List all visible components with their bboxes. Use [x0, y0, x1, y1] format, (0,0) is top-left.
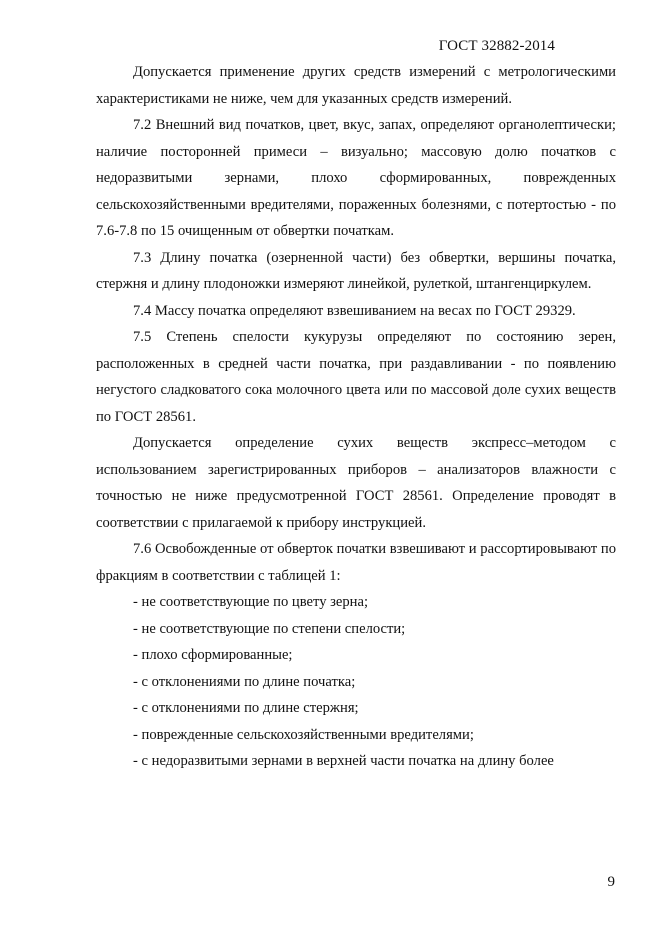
list-item: - с недоразвитыми зернами в верхней части початка на длину более — [133, 753, 554, 769]
list-item: - плохо сформированные; — [133, 647, 293, 663]
page-number: 9 — [607, 874, 615, 890]
paragraph-7-4: 7.4 Массу початка определяют взвешиванием на весах по ГОСТ 29329. — [133, 302, 576, 319]
list-item: - с отклонениями по длине стержня; — [133, 700, 359, 716]
paragraph-7-3: 7.3 Длину початка (озерненной части) без обвертки, вершины початка, стержня и длину плодоножки измеряют линейкой, рулеткой, штангенциркулем. — [96, 249, 616, 292]
paragraph-7-2: 7.2 Внешний вид початков, цвет, вкус, запах, определяют органолептически; наличие посторонней примеси – визуально; массовую долю початков с недоразвитыми зернами, плохо сформированных, поврежденных сельскохозяйственными вредителями, пораженных болезнями, с потертостью - по 7.6-7.8 по 15 очищенным от обвертки початкам. — [96, 117, 616, 239]
paragraph-7-6: 7.6 Освобожденные от обверток початки взвешивают и рассортировывают по фракциям в соответствии с таблицей 1: — [96, 541, 616, 584]
paragraph-7-5: 7.5 Степень спелости кукурузы определяют по состоянию зерен, расположенных в средней части початка, при раздавливании - по появлению негустого сладковатого сока молочного цвета или по массовой доле сухих веществ по ГОСТ 28561. — [96, 329, 616, 425]
list-item: - не соответствующие по степени спелости; — [133, 620, 406, 637]
fractions-list — [96, 589, 616, 775]
list-item: - поврежденные сельскохозяйственными вредителями; — [133, 726, 474, 743]
paragraph-measuring-instruments: Допускается применение других средств измерений с метрологическими характеристиками не ниже, чем для указанных средств измерений. — [96, 64, 616, 107]
list-item: - с отклонениями по длине початка; — [133, 673, 356, 690]
document-id-header: ГОСТ 32882-2014 — [438, 38, 555, 54]
paragraph-express-method: Допускается определение сухих веществ экспресс–методом с использованием зарегистрированных приборов – анализаторов влажности с точностью не ниже предусмотренной ГОСТ 28561. Определение проводят в соответствии с прилагаемой к прибору инструкцией. — [96, 435, 616, 531]
document-body — [96, 59, 616, 775]
list-item: - не соответствующие по цвету зерна; — [133, 594, 369, 610]
